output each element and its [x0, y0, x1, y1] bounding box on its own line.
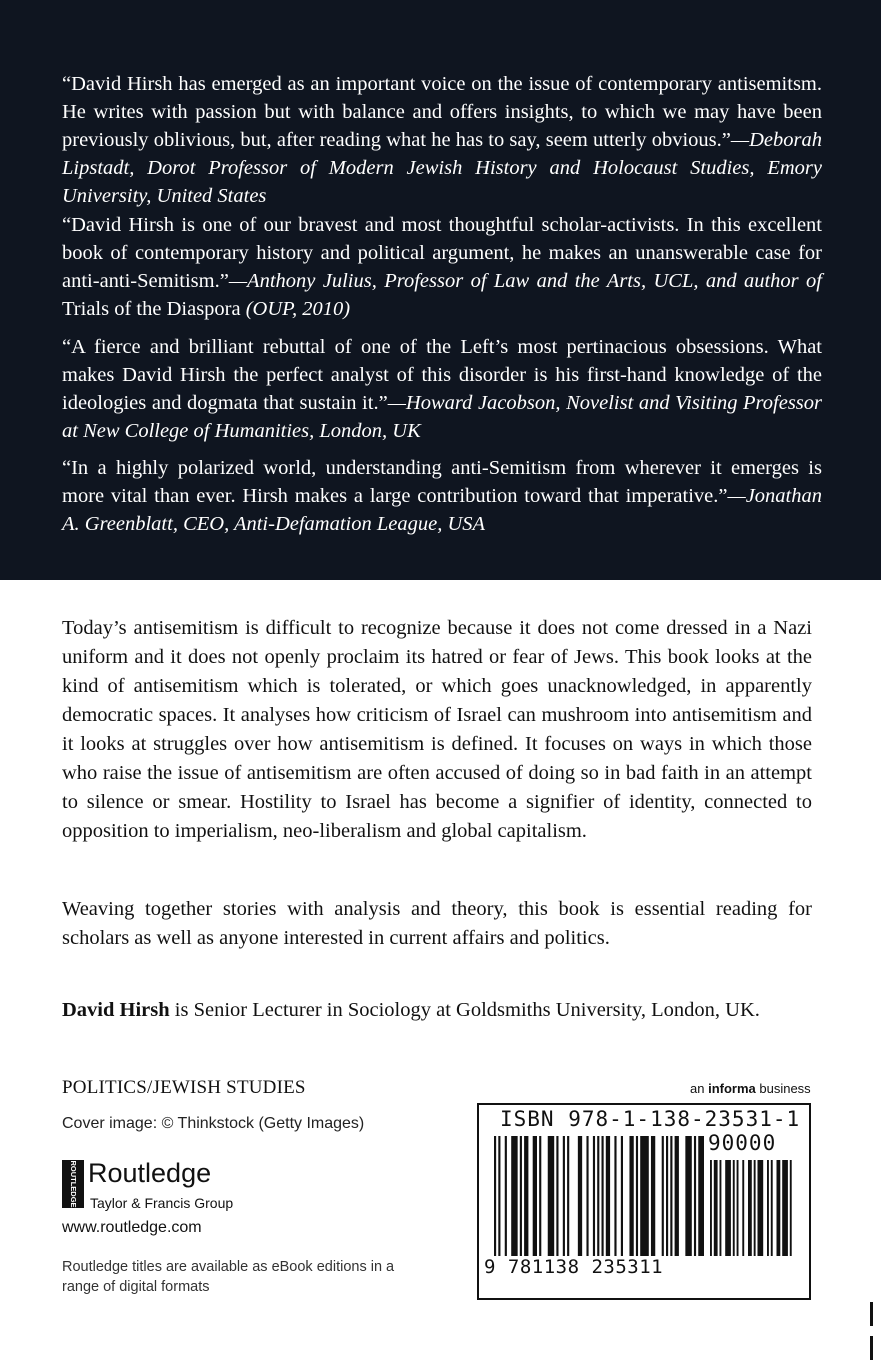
endorsement-attribution: —Deborah Lipstadt, Dorot Professor of Modern Jewish History and Holocaust Studies, Emory University, United States — [62, 129, 822, 207]
publisher-url[interactable]: www.routledge.com — [62, 1219, 202, 1236]
barcode-bar — [666, 1136, 668, 1256]
barcode-bar — [614, 1136, 616, 1256]
routledge-logo-icon — [62, 1160, 84, 1208]
barcode-bar — [720, 1160, 722, 1256]
barcode-bar — [640, 1136, 649, 1256]
cover-credit: Cover image: © Thinkstock (Getty Images) — [62, 1115, 365, 1132]
barcode-bar — [670, 1136, 672, 1256]
informa-brand: informa — [708, 1081, 756, 1096]
barcode-bar — [533, 1136, 537, 1256]
barcode-bar — [754, 1160, 756, 1256]
barcode-bar — [602, 1136, 604, 1256]
barcode-bar — [777, 1160, 781, 1256]
barcode-bar — [636, 1136, 638, 1256]
barcode-bar — [651, 1136, 655, 1256]
endorsement-text: “A fierce and brilliant rebuttal of one of the Left’s most pertinacious obsessions. What makes David Hirsh the perfect analyst of this disorder is his first-hand knowledge of the ideologies and dogmata that sustain it.” — [62, 336, 822, 414]
publisher-group: Taylor & Francis Group — [90, 1195, 234, 1211]
endorsement-attribution: —Jonathan A. Greenblatt, CEO, Anti-Defamation League, USA — [62, 485, 822, 535]
ebook-note: Routledge titles are available as eBook editions in a range of digital formats — [62, 1259, 395, 1295]
barcode-bar — [498, 1136, 500, 1256]
barcode-bar — [782, 1160, 788, 1256]
endorsement-attribution: —Howard Jacobson, Novelist and Visiting Professor at New College of Humanities, London, UK — [62, 392, 822, 442]
subject-category: POLITICS/JEWISH STUDIES — [62, 1077, 306, 1098]
author-bio — [62, 996, 812, 1025]
barcode-bar — [593, 1136, 595, 1256]
barcode-bar — [662, 1136, 664, 1256]
barcode-bar — [675, 1136, 679, 1256]
addon-barcode — [710, 1160, 798, 1286]
endorsement-lipstadt — [62, 70, 822, 210]
barcode-bar — [563, 1136, 565, 1256]
barcode-bar — [578, 1136, 582, 1256]
barcode-bar — [790, 1160, 792, 1256]
description-paragraph: Today’s antisemitism is difficult to recognize because it does not come dressed in a Nazi uniform and it does not openly proclaim its hatred or fear of Jews. This book looks at the kind of antisemitism which is tolerated, or which goes unacknowledged, in apparently democratic spaces. It analyses how criticism of Israel can mushroom into antisemitism and it looks at struggles over how antisemitism is defined. It focuses on ways in which those who raise the issue of antisemitism are often accused of doing so in bad faith in an attempt to silence or smear. Hostility to Israel has become a signifier of identity, connected to opposition to imperialism, neo-liberalism and global capitalism. — [62, 617, 812, 842]
barcode-bar — [714, 1160, 718, 1256]
barcode-bar — [742, 1160, 744, 1256]
barcode-bar — [520, 1136, 522, 1256]
barcode-bar — [748, 1160, 752, 1256]
endorsement-book-title: Trials of the Diaspora — [62, 298, 241, 320]
barcode-bar — [511, 1136, 517, 1256]
barcode-bar — [606, 1136, 610, 1256]
barcode-bar — [767, 1160, 769, 1256]
author-name: David Hirsh — [62, 999, 170, 1021]
barcode-bar — [737, 1160, 739, 1256]
barcode-bar — [586, 1136, 588, 1256]
endorsement-text: “David Hirsh is one of our bravest and most thoughtful scholar-activists. In this excellent book of contemporary history and political argument, he makes an unanswerable case for anti-anti-Semitism.” — [62, 214, 822, 292]
author-bio-text: is Senior Lecturer in Sociology at Goldsmiths University, London, UK. — [169, 999, 760, 1021]
isbn-text: ISBN 978-1-138-23531-1 — [500, 1107, 801, 1131]
edge-mark — [870, 1302, 873, 1326]
routledge-logo-text: ROUTLEDGE — [69, 1160, 79, 1208]
endorsement-text: “David Hirsh has emerged as an important voice on the issue of contemporary antisemitsm. He writes with passion but with balance and offers insights, to which we may have been previously oblivious, but, after reading what he has to say, seem utterly obvious.” — [62, 73, 822, 151]
endorsement-text: “In a highly polarized world, understanding anti-Semitism from wherever it emerges is more vital than ever. Hirsh makes a large contribution toward that imperative.” — [62, 457, 822, 507]
barcode-bar — [685, 1136, 691, 1256]
ean-digits: 9 781138 235311 — [484, 1256, 714, 1278]
barcode-bar — [710, 1160, 712, 1256]
barcode-bar — [725, 1160, 731, 1256]
informa-prefix: an — [690, 1081, 709, 1096]
barcode-bar — [524, 1136, 528, 1256]
barcode-bar — [694, 1136, 696, 1256]
barcode-bar — [567, 1136, 569, 1256]
barcode-bar — [621, 1136, 623, 1256]
barcode-bar — [698, 1136, 704, 1256]
book-description-2 — [62, 895, 812, 953]
publisher-name: Routledge — [88, 1158, 212, 1188]
barcode-bar — [758, 1160, 764, 1256]
endorsement-attribution: —Anthony Julius, Professor of Law and the Arts, UCL, and author of — [228, 270, 822, 292]
endorsement-greenblatt — [62, 454, 822, 538]
endorsement-book-note: (OUP, 2010) — [245, 298, 351, 320]
barcode-bar — [771, 1160, 773, 1256]
edge-mark — [870, 1336, 873, 1360]
informa-suffix: business — [755, 1081, 811, 1096]
book-description — [62, 614, 812, 846]
informa-business-label — [690, 1081, 811, 1096]
barcode-bar — [629, 1136, 633, 1256]
description-paragraph: Weaving together stories with analysis and theory, this book is essential reading for scholars as well as anyone interested in current affairs and politics. — [62, 898, 812, 949]
endorsement-jacobson — [62, 333, 822, 445]
barcode-bar — [548, 1136, 554, 1256]
barcode-bar — [539, 1136, 541, 1256]
barcode-bar — [733, 1160, 735, 1256]
barcode-bar — [556, 1136, 558, 1256]
barcode-bar — [505, 1136, 507, 1256]
barcode-bar — [597, 1136, 599, 1256]
barcode-bar — [494, 1136, 496, 1256]
price-code: 90000 — [708, 1131, 777, 1155]
endorsement-julius — [62, 211, 822, 323]
